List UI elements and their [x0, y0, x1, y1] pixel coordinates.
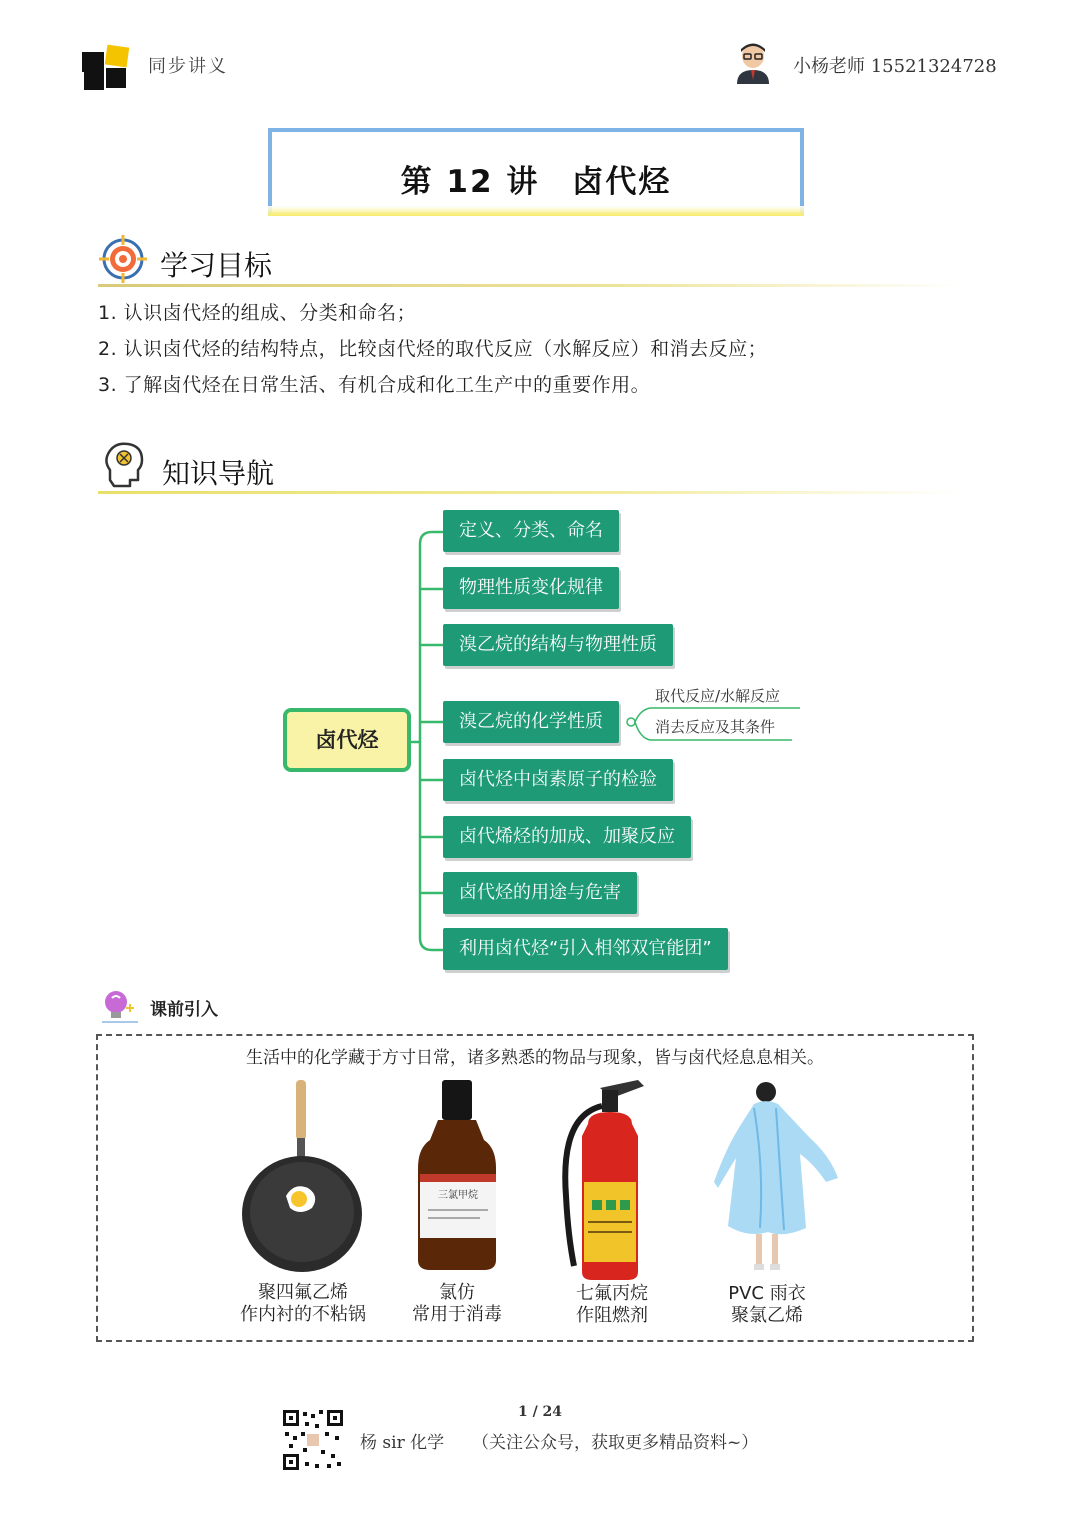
mindmap-leaf: 取代反应/水解反应: [655, 687, 781, 705]
goal-item-2: 2. 认识卤代烃的结构特点，比较卤代烃的取代反应（水解反应）和消去反应；: [98, 338, 768, 360]
mindmap-root: 卤代烃: [283, 708, 411, 772]
caption-raincoat: [687, 1283, 847, 1327]
page-number: 1 / 24: [517, 1404, 563, 1420]
nav-section-title: 知识导航: [162, 457, 275, 490]
target-icon: [98, 233, 148, 283]
brain-head-icon: [100, 440, 150, 490]
header-right-label: 小杨老师 15521324728: [793, 56, 997, 77]
nav-divider: [98, 491, 960, 494]
mindmap-branch: 物理性质变化规律: [443, 567, 619, 609]
caption-line: 常用于消毒: [412, 1304, 502, 1325]
footer-name: 杨 sir 化学: [360, 1433, 445, 1453]
header-left-label: 同步讲义: [148, 56, 228, 77]
caption-line: 氯仿: [439, 1282, 475, 1303]
mindmap-branch: 卤代烃的用途与危害: [443, 872, 637, 914]
mindmap-branch: 溴乙烷的结构与物理性质: [443, 624, 673, 666]
caption-chloroform: [377, 1282, 537, 1326]
goal-item-3: 3. 了解卤代烃在日常生活、有机合成和化工生产中的重要作用。: [98, 374, 651, 396]
bottle-label-text: 三氯甲烷: [438, 1190, 478, 1201]
pre-class-intro: 生活中的化学藏于方寸日常，诸多熟悉的物品与现象，皆与卤代烃息息相关。: [246, 1048, 824, 1068]
chloroform-bottle-image: [410, 1078, 504, 1274]
mindmap-branch: 利用卤代烃“引入相邻双官能团”: [443, 928, 728, 970]
mindmap-branch: 定义、分类、命名: [443, 510, 619, 552]
caption-line: 聚四氟乙烯: [258, 1282, 348, 1303]
footer-note: （关注公众号，获取更多精品资料~）: [472, 1433, 759, 1453]
lesson-title: 第 12 讲 卤代烃: [400, 164, 672, 200]
mindmap-branch: 卤代烯烃的加成、加聚反应: [443, 816, 691, 858]
caption-line: 作内衬的不粘锅: [240, 1304, 366, 1325]
fire-extinguisher-image: [552, 1076, 670, 1282]
goals-section-title: 学习目标: [160, 249, 273, 282]
nonstick-pan-image: [236, 1078, 368, 1278]
lesson-title-box: [268, 128, 804, 216]
pvc-raincoat-image: [714, 1078, 846, 1274]
caption-line: 七氟丙烷: [576, 1283, 648, 1304]
goal-item-1: 1. 认识卤代烃的组成、分类和命名；: [98, 302, 417, 324]
mindmap-branch: 溴乙烷的化学性质: [443, 701, 619, 743]
caption-pan: [223, 1282, 383, 1326]
logo-icon: [82, 44, 136, 90]
idea-bulb-icon: [100, 988, 140, 1026]
pre-class-title: 课前引入: [150, 1000, 218, 1020]
mindmap-branch: 卤代烃中卤素原子的检验: [443, 759, 673, 801]
mindmap-leaf: 消去反应及其条件: [655, 718, 776, 736]
caption-line: 聚氯乙烯: [731, 1305, 803, 1326]
teacher-avatar-icon: [733, 40, 773, 84]
caption-line: PVC 雨衣: [728, 1283, 806, 1304]
goals-divider: [98, 284, 960, 287]
caption-extinguisher: [532, 1283, 692, 1327]
caption-line: 作阻燃剂: [576, 1305, 648, 1326]
